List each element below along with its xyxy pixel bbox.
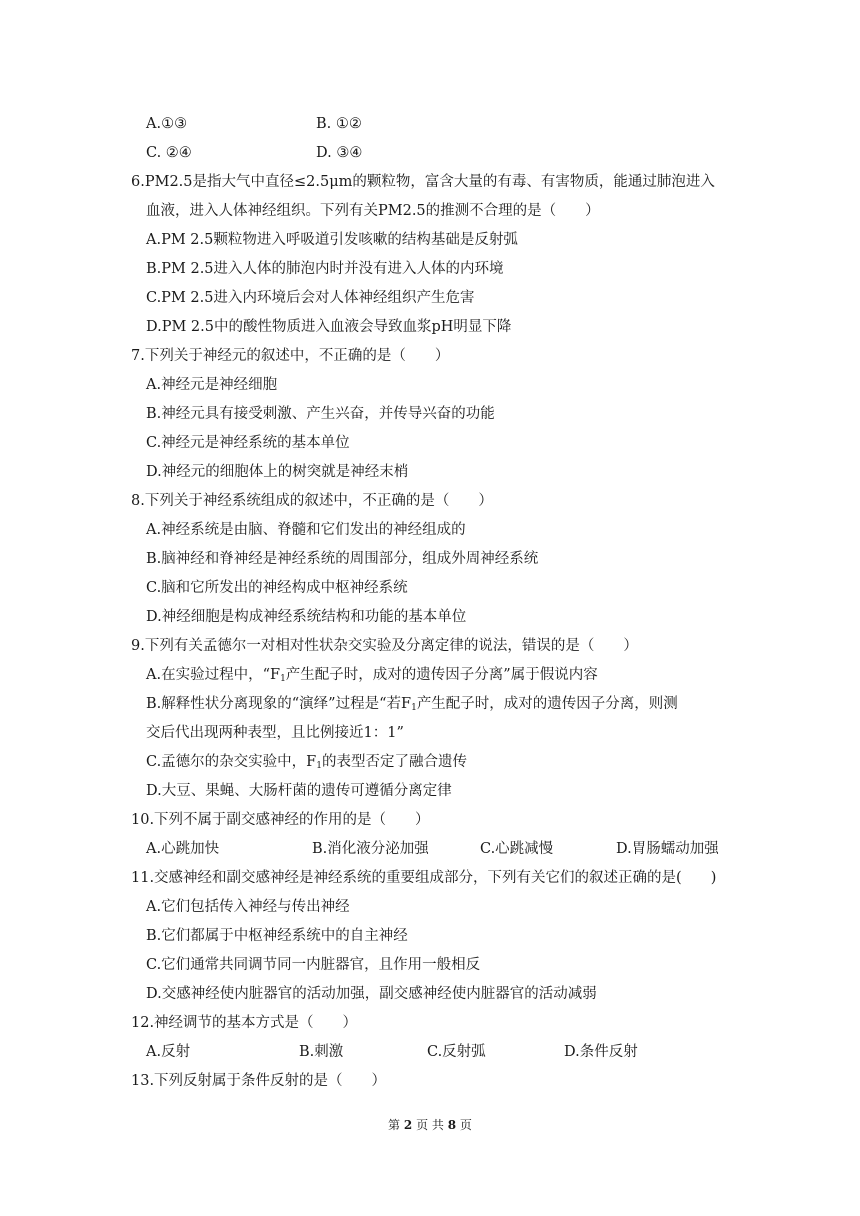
question-6-option-d: D.PM 2.5中的酸性物质进入血液会导致血浆pH明显下降 (146, 319, 512, 335)
question-10-option-b: B.消化液分泌加强 (312, 841, 429, 857)
question-12-stem: 12.神经调节的基本方式是（ ） (131, 1015, 358, 1031)
question-6-stem: 6.PM2.5是指大气中直径≤2.5μm的颗粒物，富含大量的有毒、有害物质，能通过肺泡进入 (131, 174, 715, 190)
question-13-stem: 13.下列反射属于条件反射的是（ ） (131, 1073, 387, 1089)
page-footer: 第 2 页 共 8 页 (388, 1118, 472, 1132)
question-6-option-c: C.PM 2.5进入内环境后会对人体神经组织产生危害 (146, 290, 475, 306)
question-9-option-b: B.解释性状分离现象的“演绎”过程是“若$F_1$产生配子时，成对的遗传因子分离，则测 (146, 696, 678, 713)
question-12-option-b: B.刺激 (299, 1044, 344, 1060)
question-7-option-c: C.神经元是神经系统的基本单位 (146, 435, 350, 451)
question-7-option-b: B.神经元具有接受刺激、产生兴奋，并传导兴奋的功能 (146, 406, 495, 422)
question-12-option-c: C.反射弧 (427, 1044, 486, 1060)
page-total: 8 (447, 1118, 457, 1132)
question-12-options (146, 1042, 746, 1062)
prev-options-row-2 (146, 143, 746, 163)
question-11-option-c: C.它们通常共同调节同一内脏器官，且作用一般相反 (146, 957, 481, 973)
question-9-option-d: D.大豆、果蝇、大肠杆菌的遗传可遵循分离定律 (146, 783, 452, 799)
question-10-option-c: C.心跳减慢 (480, 841, 554, 857)
question-10-option-d: D.胃肠蠕动加强 (616, 841, 719, 857)
option-b: B. ①② (316, 116, 362, 132)
option-c: C. ②④ (146, 145, 192, 161)
question-7-option-a: A.神经元是神经细胞 (146, 377, 278, 393)
question-12-option-d: D.条件反射 (564, 1044, 638, 1060)
question-11-stem: 11.交感神经和副交感神经是神经系统的重要组成部分，下列有关它们的叙述正确的是( ) (131, 870, 717, 886)
question-12-option-a: A.反射 (146, 1044, 191, 1060)
question-11-option-d: D.交感神经使内脏器官的活动加强，副交感神经使内脏器官的活动减弱 (146, 986, 597, 1002)
question-11-option-b: B.它们都属于中枢神经系统中的自主神经 (146, 928, 408, 944)
question-10-stem: 10.下列不属于副交感神经的作用的是（ ） (131, 812, 430, 828)
option-a: A.①③ (146, 116, 188, 132)
question-9-option-a: A.在实验过程中，“$F_1$产生配子时，成对的遗传因子分离”属于假说内容 (146, 667, 598, 684)
question-9-option-c: C.孟德尔的杂交实验中，$F_1$的表型否定了融合遗传 (146, 754, 467, 771)
prev-options-row-1 (146, 114, 746, 134)
question-8-option-d: D.神经细胞是构成神经系统结构和功能的基本单位 (146, 609, 467, 625)
question-9-option-b-cont: 交后代出现两种表型，且比例接近1：1” (146, 725, 404, 741)
question-6-option-b: B.PM 2.5进入人体的肺泡内时并没有进入人体的内环境 (146, 261, 504, 277)
question-9-stem: 9.下列有关孟德尔一对相对性状杂交实验及分离定律的说法，错误的是（ ） (131, 638, 638, 654)
question-10-option-a: A.心跳加快 (146, 841, 220, 857)
page-number: 2 (403, 1118, 413, 1132)
question-7-option-d: D.神经元的细胞体上的树突就是神经末梢 (146, 464, 409, 480)
question-7-stem: 7.下列关于神经元的叙述中，不正确的是（ ） (131, 348, 450, 364)
question-10-options (146, 839, 746, 859)
question-11-option-a: A.它们包括传入神经与传出神经 (146, 899, 350, 915)
question-8-option-c: C.脑和它所发出的神经构成中枢神经系统 (146, 580, 408, 596)
question-8-stem: 8.下列关于神经系统组成的叙述中，不正确的是（ ） (131, 493, 493, 509)
question-8-option-a: A.神经系统是由脑、脊髓和它们发出的神经组成的 (146, 522, 466, 538)
question-6-stem-cont: 血液，进入人体神经组织。下列有关PM2.5的推测不合理的是（ ） (146, 203, 600, 219)
question-6-option-a: A.PM 2.5颗粒物进入呼吸道引发咳嗽的结构基础是反射弧 (146, 232, 518, 248)
option-d: D. ③④ (316, 145, 363, 161)
question-8-option-b: B.脑神经和脊神经是神经系统的周围部分，组成外周神经系统 (146, 551, 539, 567)
